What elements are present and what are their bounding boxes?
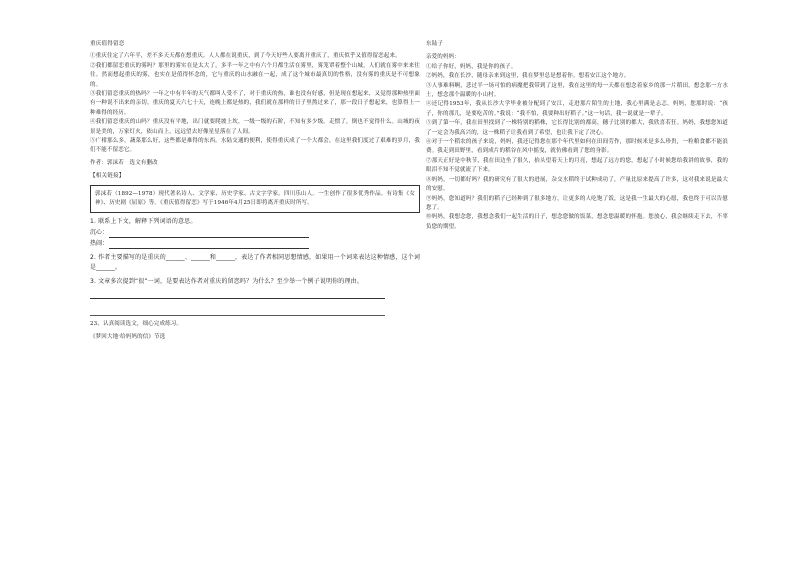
paragraph: ①重庆住定了六年半，差不多天天都在想重庆。人人都在说重庆，到了今天好些人要离开重庆了，重庆似乎又值得留恋起来。 — [90, 53, 401, 60]
related-link-tag: 【相关链接】 — [90, 173, 125, 180]
paragraph: ②妈妈，我在长沙，随母亲来到这里，我在梦里总是想着你。想着安江这个地方。 — [426, 73, 630, 80]
paragraph: ③人事难料啊，悲过半一场可怕的病魔把我带到了这里，我在这里的每一天都在想念着家乡的那一片稻田，想念那一方水土，想念那个温暖的小山村。 — [426, 82, 728, 99]
paragraph: 亲爱的妈妈： — [426, 54, 460, 61]
paragraph: ④还记得1953年，我从长沙大学毕业被分配到了安江，走进那片陌生的土地，我心里满是忐忑。妈妈，您那时说：“孩子，你的那儿，是要吃苦的。”我说：“我不怕，我要种出好稻子。”这一句话，我一说就是一辈子。 — [426, 101, 728, 117]
passage-title: 重庆值得留恋 — [90, 41, 125, 47]
paragraph: ⑤广柑那么多，蔬菜那么好，这些都是难得的东西。水陆交通的便利，使得重庆成了一个大都会，在这里我们度过了艰难的岁月，我们不能不留恋它。 — [90, 138, 420, 154]
byline: 作者：郭沫若 选文有删改 — [90, 159, 158, 166]
answer-row — [90, 239, 420, 249]
paragraph: ⑦那天正好是中秋节，我在田边坐了很久，抬头望着天上的月亮，想起了远方的您，想起了小时候您给我讲的故事，我的眼泪不知不觉就流了下来。 — [426, 157, 728, 174]
author-bio-box — [90, 185, 420, 213]
paragraph: ⑤到了第一年，我在田里找到了一株特别的稻株，它长得比别的都高，穗子比别的都大，我欣喜若狂。妈妈，我想您知道了一定会为我高兴的，这一株稻子让我看到了希望，也让我下定了决心。 — [426, 120, 728, 136]
paragraph: ①给子你好，妈妈，我是你的孩子。 — [426, 63, 517, 70]
answer-blank[interactable] — [109, 241, 309, 249]
divider — [90, 303, 385, 316]
paragraph: ②我们都留恋重庆的雾吗？那里的雾实在是太大了，多半一年之中有六个月都生活在雾里，雾笼罩着整个山城，人们就在雾中来来往往。然而想起重庆的雾，也实在是值得怀念的，它与重庆的山水融在一起，成了这个城市最真切的性格，没有雾的重庆是不可想象的。 — [90, 62, 420, 88]
right-column — [426, 40, 728, 232]
passage-title: 东陆子 — [426, 41, 444, 47]
question-3: 3. 文章多次提到“很”一词，是要表达作者对重庆的留恋吗？为什么？至少举一个例子说明你的理由。 — [90, 278, 363, 286]
question-2: 2. 作者主要描写的是重庆的______、______和______，表达了作者相同思想情感，如果用一个词来表达这种情感，这个词是______。 — [90, 254, 420, 272]
term-label: 热闹： — [90, 240, 109, 248]
author-bio: 郭沫若（1892—1978）现代著名诗人、文学家、历史学家、古文字学家。四川乐山人。一生创作了很多优秀作品。有诗集《女神》、历史剧《屈原》等。《重庆值得留恋》写于1946年4月25日即将离开重庆时所写。 — [95, 190, 415, 206]
paragraph: ④我们留恋重庆的山吗？重庆没有平地，出门就要爬坡上坎，一级一级的石阶，不知有多少级。走惯了，倒也不觉得什么。山城的夜景是美的，万家灯火，依山而上，远远望去好像星星落在了人间。 — [90, 119, 420, 135]
left-column — [90, 40, 420, 342]
paragraph: ⑧妈妈，一切都好吗？我的研究有了很大的进展，杂交水稻终于试种成功了，产量比原来提高了许多，这对我来说是最大的安慰。 — [426, 176, 728, 193]
paragraph: ⑨妈妈，您知道吗？我们的稻子已经种到了很多地方，让更多的人吃饱了饭，这是我一生最大的心愿，我也终于可以告慰您了。 — [426, 195, 728, 211]
answer-line[interactable] — [90, 288, 385, 299]
paragraph: ③我们留恋重庆的热吗？一年之中有半年的天气都叫人受不了，对于重庆的热，谁也没有好感，但是现在想起来，又觉得那种热里面有一种说不出来的亲切。重庆的夏天六七十天，连晚上都是热的，我们就在那样的日子里熬过来了，那一段日子想起来，也算得上一种难得的经历。 — [90, 91, 420, 116]
question-23: 23、认真阅读选文，细心完成练习。 — [90, 321, 183, 328]
paragraph: ⑩妈妈，我想念您，我想念我们一起生活的日子，想念您做的饭菜，想念您温暖的怀抱。您放心，我会继续走下去，不辜负您的期望。 — [426, 214, 728, 230]
paragraph: ⑥对于一个稻农的孩子来说，妈妈，我还记得您在那个年代里如何在田间劳作，那时候米是多么珍贵，一粒粮食都不能浪费。我走到田野里，看到成片的稻谷在风中摇曳，就仿佛看到了您的身影。 — [426, 139, 728, 155]
term-label: 沉心： — [90, 229, 109, 237]
question-1: 1. 联系上下文，解释下列词语的意思。 — [90, 218, 197, 226]
answer-row — [90, 228, 420, 238]
excerpt-source: 《梦回大地·给妈妈的信》节选 — [90, 333, 166, 340]
answer-blank[interactable] — [109, 230, 309, 238]
